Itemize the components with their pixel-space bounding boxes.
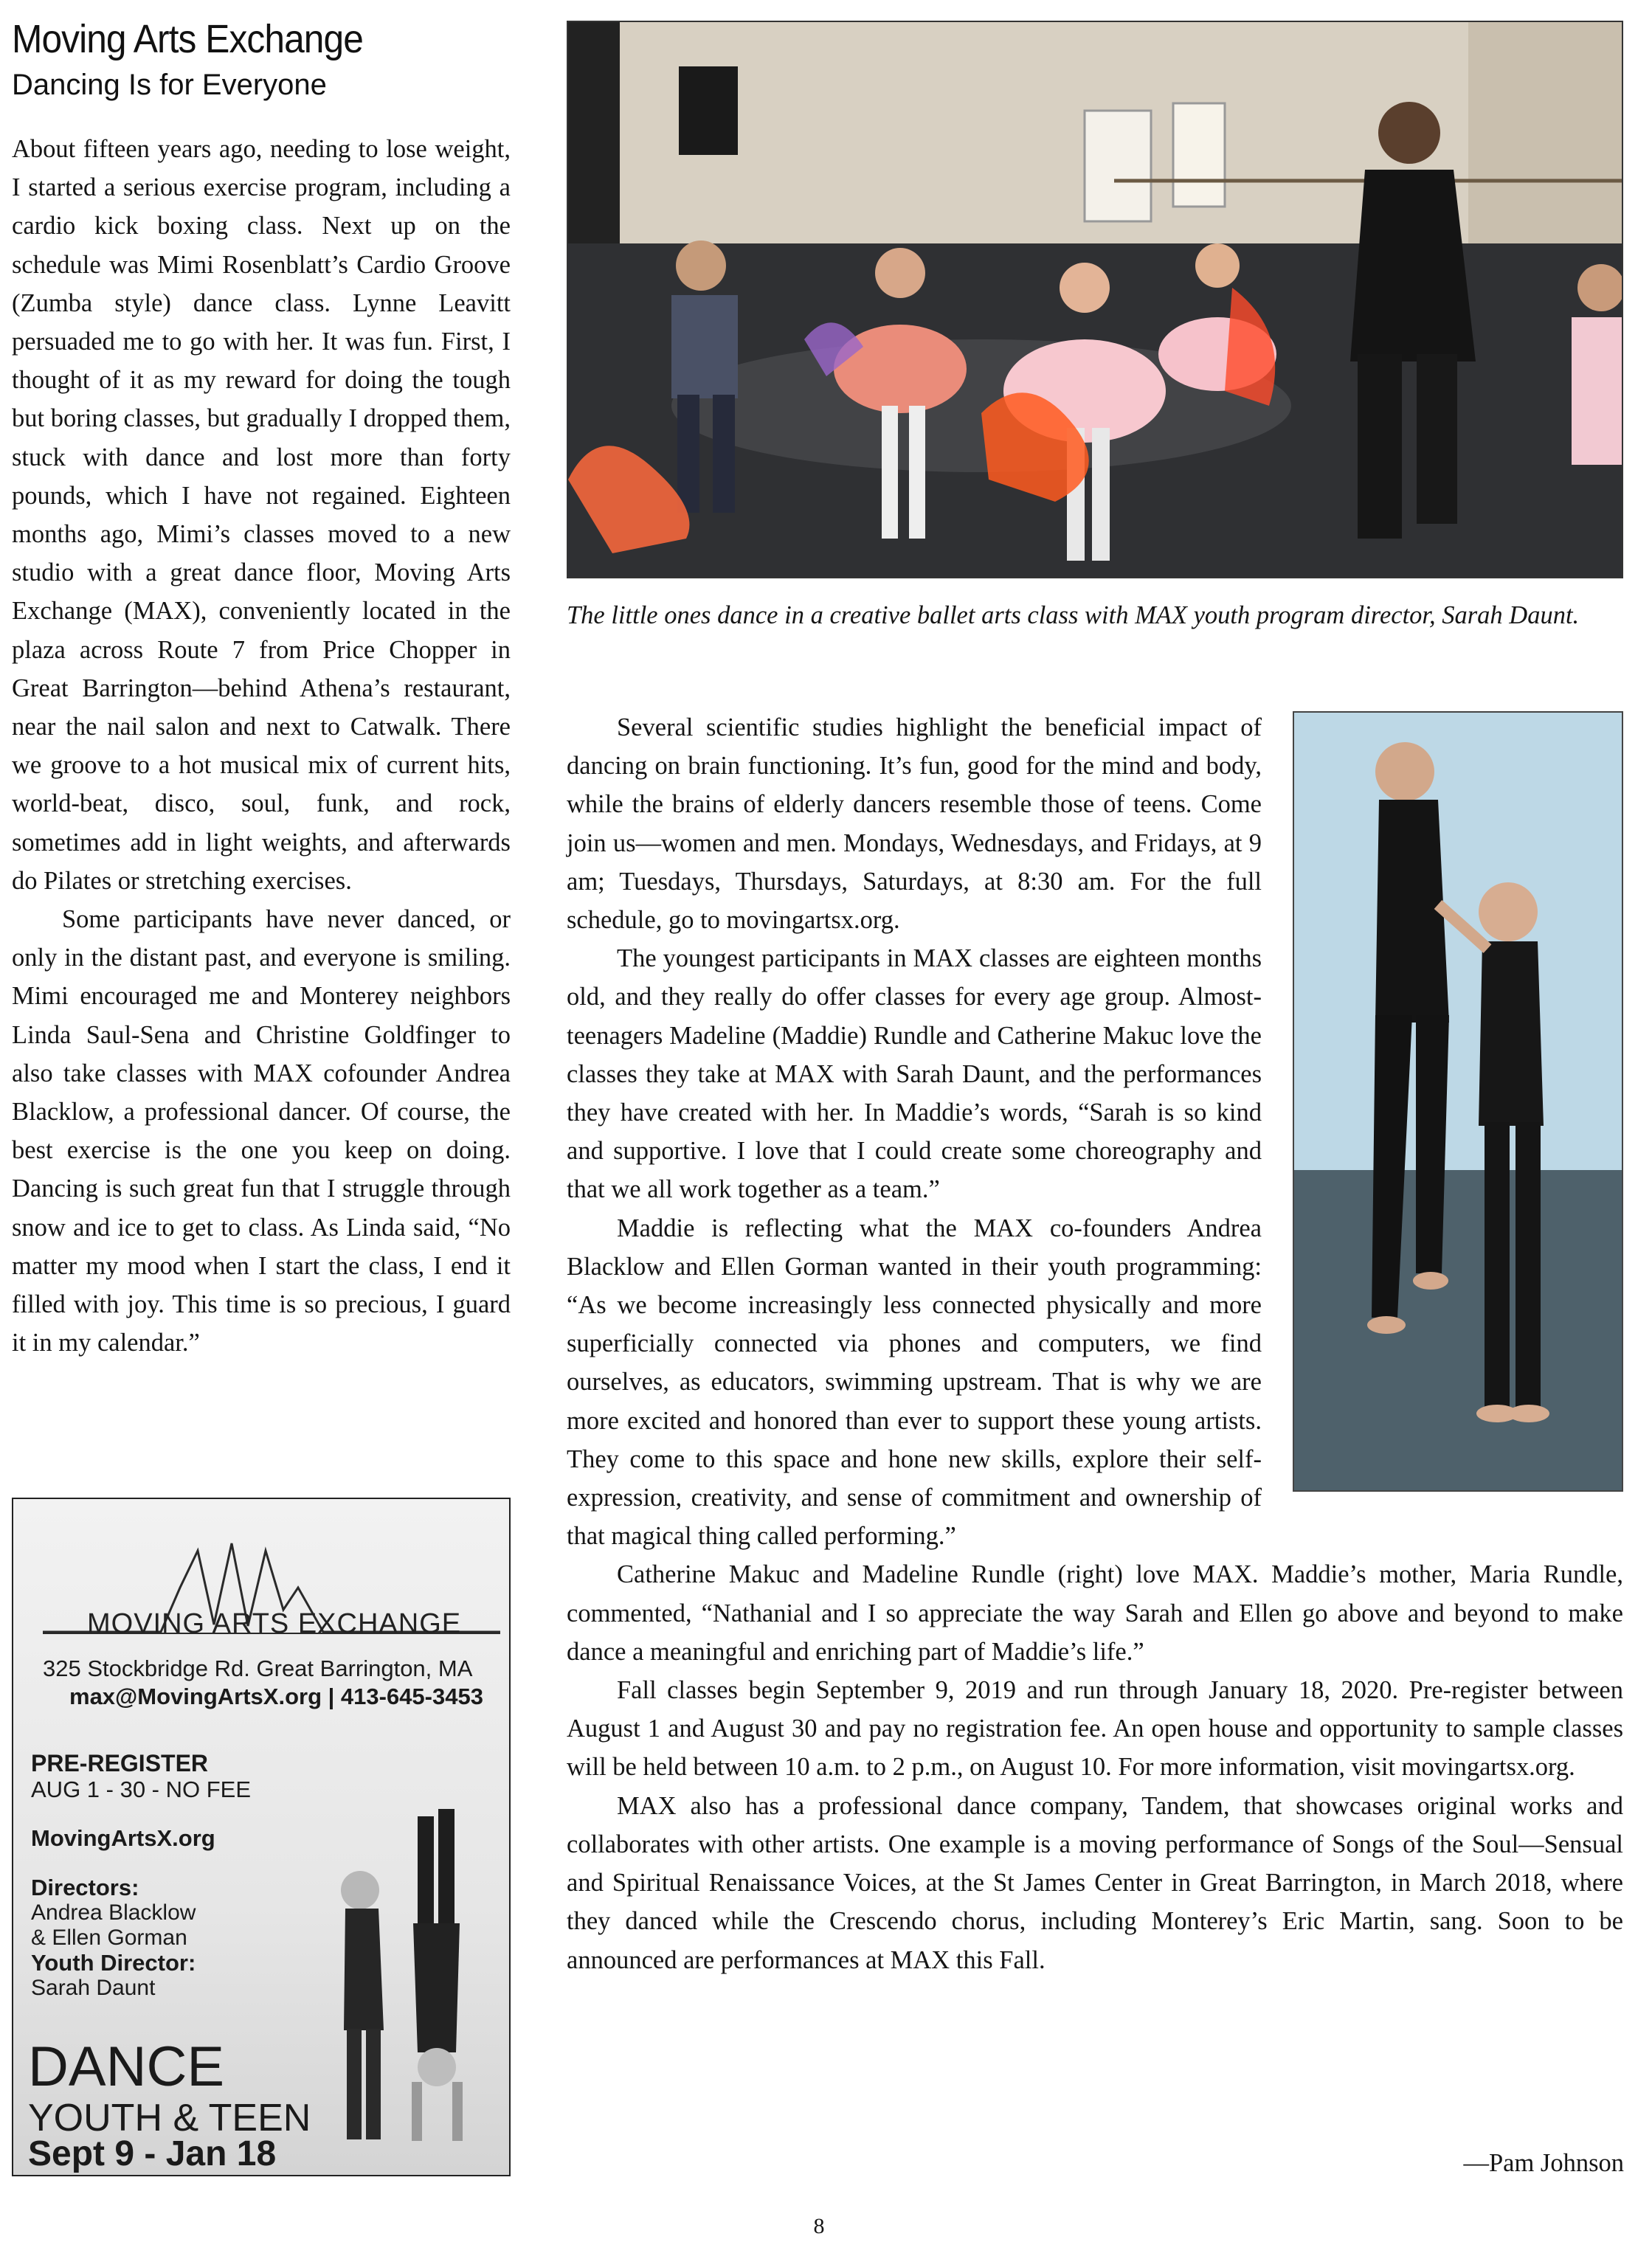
ad-subheadline: YOUTH & TEEN xyxy=(28,2097,311,2139)
ad-headline: DANCE xyxy=(28,2035,225,2098)
brand-word: MOVING xyxy=(87,1608,206,1639)
duo-dancers-photo xyxy=(1293,711,1623,1492)
author-signoff: —Pam Johnson xyxy=(1463,2149,1624,2177)
ad-preregister-detail: AUG 1 - 30 - NO FEE xyxy=(31,1776,252,1802)
photo-caption: The little ones dance in a creative ballet arts class with MAX youth program director, Sarah Daunt. xyxy=(567,601,1580,629)
ad-preregister-heading: PRE-REGISTER xyxy=(31,1750,209,1776)
article-subtitle: Dancing Is for Everyone xyxy=(12,69,327,101)
left-column xyxy=(12,130,511,1363)
right-paragraph: Fall classes begin September 9, 2019 and run through January 18, 2020. Pre-register between August 1 and August 30 and pay no registration fee. An open house and opportunity to sample classes will be held between 10 a.m. to 2 p.m., on August 10. For more information, visit movingartsx.org. xyxy=(567,1676,1623,1782)
right-paragraph: Several scientific studies highlight the beneficial impact of dancing on brain functioning. It’s fun, good for the mind and body, while the brains of elderly dancers resemble those of teens. Come join us—women and men. Mondays, Wednesdays, and Fridays, at 9 am; Tuesdays, Thursdays, Saturdays, at 8:30 am. For the full schedule, go to movingartsx.org. xyxy=(567,713,1262,935)
brand-word: EXCHANGE xyxy=(297,1608,462,1639)
page-number: 8 xyxy=(813,2214,825,2238)
dance-class-photo xyxy=(567,21,1623,578)
ad-directors-line: Andrea Blacklow xyxy=(31,1900,196,1925)
ad-website: MovingArtsX.org xyxy=(31,1825,215,1851)
right-paragraph: MAX also has a professional dance company, Tandem, that showcases original works and collaborates with other artists. One example is a moving performance of Songs of the Soul—Sensual and Spiritual Renaissance Voices, at the St James Center in Great Barrington, in March 2018, where they danced while the Crescendo chorus, including Monterey’s Eric Martin, sang. Soon to be announced are performances at MAX this Fall. xyxy=(567,1791,1623,1974)
ad-contact: max@MovingArtsX.org | 413-645-3453 xyxy=(69,1684,483,1709)
left-paragraph: Some participants have never danced, or only in the distant past, and everyone is smiling. Mimi encouraged me and Monterey neighbors Linda Saul-Sena and Christine Goldfinger to also take classes with MAX cofounder Andrea Blacklow, a professional dancer. Of course, the best exercise is the one you keep on doing. Dancing is such great fun that I struggle through snow and ice to get to class. As Linda said, “No matter my mood when I start the class, I end it filled with joy. This time is so precious, I guard it in my calendar.” xyxy=(12,905,511,1357)
ad-directors-line: & Ellen Gorman xyxy=(31,1926,187,1950)
ad-directors-heading: Directors: xyxy=(31,1875,139,1900)
right-paragraph: The youngest participants in MAX classes are eighteen months old, and they really do offer classes for every age group. Almost-teenagers Madeline (Maddie) Rundle and Catherine Makuc love the classes they take at MAX with Sarah Daunt, and the performances they have created with her. In Maddie’s words, “Sarah is so kind and supportive. I love that I could create some choreography and that we all work together as a team.” xyxy=(567,944,1262,1204)
right-paragraph: Maddie is reflecting what the MAX co-founders Andrea Blacklow and Ellen Gorman wanted in their youth programming: “As we become increasingly less connected physically and more superficially connected via phones and computers, we find ourselves, as educators, swimming upstream. That is why we are more excited and honored than ever to support these young artists. They come to this space and hone new skills, explore their self-expression, creativity, and sense of commitment and ownership of that magical thing called performing.” xyxy=(567,1214,1262,1551)
right-column xyxy=(567,708,1623,1979)
max-advertisement xyxy=(12,1498,511,2176)
ad-youth-director-heading: Youth Director: xyxy=(31,1950,196,1976)
ad-youth-director: Sarah Daunt xyxy=(31,1976,156,2000)
right-paragraph: Catherine Makuc and Madeline Rundle (right) love MAX. Maddie’s mother, Maria Rundle, commented, “Nathanial and I so appreciate the way Sarah and Ellen go above and beyond to make dance a meaningful and enriching part of Maddie’s life.” xyxy=(567,1560,1623,1666)
dance-class-illustration xyxy=(568,22,1623,578)
ad-address: 325 Stockbridge Rd. Great Barrington, MA xyxy=(43,1655,473,1681)
duo-dancers-illustration xyxy=(1294,713,1623,1492)
ad-brand-name xyxy=(87,1608,511,1640)
ad-dates: Sept 9 - Jan 18 xyxy=(28,2134,277,2173)
article-title: Moving Arts Exchange xyxy=(12,17,363,61)
left-paragraph: About fifteen years ago, needing to lose weight, I started a serious exercise program, including a cardio kick boxing class. Next up on the schedule was Mimi Rosenblatt’s Cardio Groove (Zumba style) dance class. Lynne Leavitt persuaded me to go with her. It was fun. First, I thought of it as my reward for doing the tough but boring classes, but gradually I dropped them, stuck with dance and lost more than forty pounds, which I have not regained. Eighteen months ago, Mimi’s classes moved to a new studio with a great dance floor, Moving Arts Exchange (MAX), conveniently located in the plaza across Route 7 from Price Chopper in Great Barrington—behind Athena’s restaurant, near the nail salon and next to Catwalk. There we groove to a hot musical mix of current hits, world-beat, disco, soul, funk, and rock, sometimes add in light weights, and afterwards do Pilates or stretching exercises. xyxy=(12,135,511,895)
ad-dancers-photo xyxy=(331,1809,508,2148)
brand-word: ARTS xyxy=(212,1608,290,1639)
